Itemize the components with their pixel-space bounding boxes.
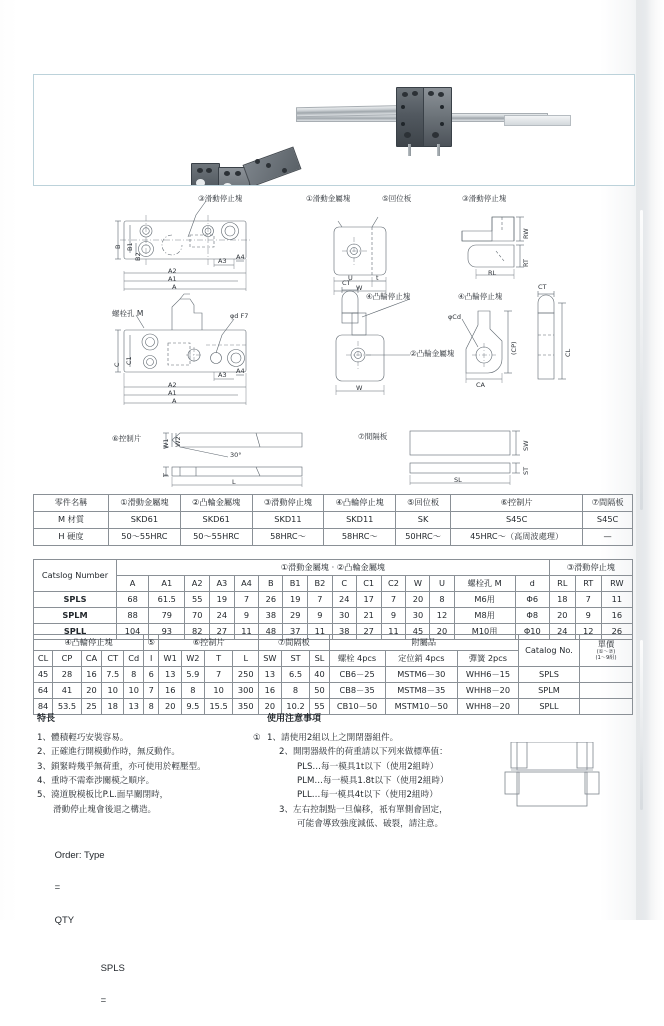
th-CA: CA bbox=[81, 651, 101, 667]
cell: 10 bbox=[204, 683, 233, 699]
row-label-material: M 材質 bbox=[34, 512, 109, 529]
cell: 50 bbox=[310, 683, 329, 699]
lbl-1-slide-metal: ①滑動金屬塊 bbox=[306, 194, 351, 203]
cautions-list bbox=[253, 732, 513, 831]
dim-angle-30: 30° bbox=[230, 451, 242, 459]
cell: 30 bbox=[406, 608, 430, 624]
row-name-splm: SPLM bbox=[34, 608, 117, 624]
cell-price bbox=[580, 699, 633, 715]
cell: 70 bbox=[185, 608, 210, 624]
cautions-section bbox=[253, 713, 513, 832]
cell: SKD11 bbox=[252, 512, 324, 529]
list-item: PLL…每一模具4t以下（使用2組時） bbox=[297, 790, 438, 801]
cell: 10 bbox=[124, 683, 144, 699]
cell: 12 bbox=[430, 608, 454, 624]
cell: WHH8－20 bbox=[457, 683, 518, 699]
cell: 18 bbox=[102, 699, 124, 715]
th-part-2: ②凸輪金屬塊 bbox=[180, 495, 252, 512]
cell: 58HRC～ bbox=[324, 529, 396, 546]
cell: 82 bbox=[185, 624, 210, 640]
th-part-3: ③滑動停止塊 bbox=[252, 495, 324, 512]
cell: CB8－35 bbox=[329, 683, 385, 699]
th-part-7: ⑦間隔板 bbox=[583, 495, 633, 512]
unit-price-label: 單價 bbox=[597, 639, 615, 649]
cell: 5.9 bbox=[182, 667, 205, 683]
table-row bbox=[34, 529, 633, 546]
table-group-header-row bbox=[34, 635, 633, 651]
cell: 12 bbox=[575, 624, 601, 640]
cell: WHH6－15 bbox=[457, 667, 518, 683]
th-CL: CL bbox=[34, 651, 53, 667]
cell: 50～55HRC bbox=[109, 529, 181, 546]
cell: 11 bbox=[234, 624, 259, 640]
cell: 8 bbox=[124, 667, 144, 683]
row-name-spll: SPLL bbox=[34, 624, 117, 640]
cell: 19 bbox=[283, 592, 308, 608]
cell: 13 bbox=[259, 667, 282, 683]
th-unit-price bbox=[580, 635, 633, 667]
material-hardness-table bbox=[33, 494, 633, 546]
th-group-control-plate: ⑥控制片 bbox=[159, 635, 259, 651]
lbl-3-slide-stop-left: ③滑動停止塊 bbox=[198, 194, 243, 203]
list-item: 4、重時不需牽涉關模之順序。 bbox=[37, 775, 155, 786]
th-Cd: Cd bbox=[124, 651, 144, 667]
cell: SK bbox=[396, 512, 451, 529]
dim-U: U bbox=[348, 274, 353, 282]
dim-B1: B1 bbox=[126, 242, 134, 251]
dim-RW: RW bbox=[522, 228, 530, 239]
dim-T: T bbox=[162, 473, 170, 477]
cell: 11 bbox=[381, 624, 406, 640]
accessory-table bbox=[33, 634, 633, 715]
th-A: A bbox=[117, 576, 149, 592]
table-header-row bbox=[34, 495, 633, 512]
th-group-5: ⑤ bbox=[144, 635, 159, 651]
list-item: 3、左右控制點一旦偏移，衹有單側會固定， bbox=[279, 804, 448, 815]
cell: 88 bbox=[117, 608, 149, 624]
th-RL: RL bbox=[549, 576, 575, 592]
cell: 20 bbox=[259, 699, 282, 715]
table-group-header-row bbox=[34, 560, 633, 576]
lbl-4-cam-stop-mid: ④凸輪停止塊 bbox=[366, 292, 411, 301]
cell: 19 bbox=[210, 592, 235, 608]
order-row-spls bbox=[44, 945, 125, 1026]
th-part-name: 零件名稱 bbox=[34, 495, 109, 512]
th-C2: C2 bbox=[381, 576, 406, 592]
order-qty-label: QTY bbox=[54, 914, 75, 926]
cell: Φ6 bbox=[515, 592, 549, 608]
order-type-label: Order: Type bbox=[54, 850, 105, 862]
cell: 68 bbox=[117, 592, 149, 608]
order-spls-eq: = bbox=[100, 995, 107, 1007]
cell-catalog: SPLL bbox=[519, 699, 580, 715]
dim-A2-bot: A2 bbox=[168, 381, 177, 389]
th-A4: A4 bbox=[234, 576, 259, 592]
th-SL: SL bbox=[310, 651, 329, 667]
th-W1: W1 bbox=[159, 651, 182, 667]
cell: 7 bbox=[308, 592, 333, 608]
cell: CB6－25 bbox=[329, 667, 385, 683]
dim-C1: C1 bbox=[125, 356, 133, 365]
cell: 15.5 bbox=[204, 699, 233, 715]
cell: MSTM10－50 bbox=[385, 699, 457, 715]
dim-RT: RT bbox=[522, 258, 530, 267]
list-item: 5、澆道脫模板比P.L.面早關閉時， bbox=[37, 790, 169, 801]
cell: 79 bbox=[149, 608, 185, 624]
dim-A-bot: A bbox=[172, 397, 177, 405]
cell: 25 bbox=[81, 699, 101, 715]
cell: 45 bbox=[34, 667, 53, 683]
cell: CB10－50 bbox=[329, 699, 385, 715]
dim-dCd: φCd bbox=[448, 313, 461, 321]
th-dowel-4pcs: 定位銷 4pcs bbox=[385, 651, 457, 667]
cell: 11 bbox=[601, 592, 632, 608]
list-item: PLM…每一模具1.8t以下（使用2組時） bbox=[297, 775, 449, 786]
cell: 104 bbox=[117, 624, 149, 640]
cell: MSTM8－35 bbox=[385, 683, 457, 699]
dim-W-center: W bbox=[356, 284, 363, 292]
cell: 6 bbox=[144, 667, 159, 683]
th-A1: A1 bbox=[149, 576, 185, 592]
cell: M6用 bbox=[454, 592, 515, 608]
cell: 21 bbox=[356, 608, 381, 624]
cell: 24 bbox=[549, 624, 575, 640]
unit-price-sub2: (1～9組) bbox=[595, 655, 617, 662]
th-B2: B2 bbox=[308, 576, 333, 592]
dim-B: B bbox=[114, 244, 122, 249]
th-L: L bbox=[233, 651, 259, 667]
cell: SKD11 bbox=[324, 512, 396, 529]
cell: 41 bbox=[53, 683, 82, 699]
cell: 8 bbox=[182, 683, 205, 699]
dim-ST: ST bbox=[522, 466, 530, 475]
row-label-hardness: H 硬度 bbox=[34, 529, 109, 546]
dim-A1-top: A1 bbox=[168, 275, 177, 283]
cell: SKD61 bbox=[180, 512, 252, 529]
cell: 9 bbox=[308, 608, 333, 624]
dim-A3-bot: A3 bbox=[218, 371, 227, 379]
cell: WHH8－20 bbox=[457, 699, 518, 715]
dim-W-cam: W bbox=[356, 384, 363, 392]
cell: S45C bbox=[451, 512, 583, 529]
th-C: C bbox=[332, 576, 356, 592]
lbl-bolt-hole-m: 螺栓孔 M bbox=[112, 309, 144, 318]
cell: 93 bbox=[149, 624, 185, 640]
th-CP: CP bbox=[53, 651, 82, 667]
list-item: 2、正確進行開模動作時，無反動作。 bbox=[37, 747, 180, 758]
cell: 9.5 bbox=[182, 699, 205, 715]
th-d: d bbox=[515, 576, 549, 592]
cell: 13 bbox=[124, 699, 144, 715]
unit-price-sub1: (①～⑦) bbox=[596, 649, 616, 656]
th-A2: A2 bbox=[185, 576, 210, 592]
cell: 37 bbox=[283, 624, 308, 640]
cell: 16 bbox=[259, 683, 282, 699]
cell: 50HRC～ bbox=[396, 529, 451, 546]
cell: 55 bbox=[185, 592, 210, 608]
cell: 24 bbox=[210, 608, 235, 624]
th-B1: B1 bbox=[283, 576, 308, 592]
engineering-drawings bbox=[110, 195, 610, 490]
th-catalog-number: Catslog Number bbox=[34, 560, 117, 592]
th-bolt-hole-m: 螺栓孔 M bbox=[454, 576, 515, 592]
dim-A-top: A bbox=[172, 283, 177, 291]
list-item: 1、體積輕巧安裝容易。 bbox=[37, 732, 129, 743]
cell: M8用 bbox=[454, 608, 515, 624]
dim-W1: W1 bbox=[162, 438, 170, 449]
dim-CP: (CP) bbox=[510, 341, 518, 355]
cell: 20 bbox=[549, 608, 575, 624]
cell: 9 bbox=[381, 608, 406, 624]
dim-SL: SL bbox=[454, 476, 462, 484]
cell: 64 bbox=[34, 683, 53, 699]
dim-d-f7: φd F7 bbox=[230, 312, 249, 320]
cell: 300 bbox=[233, 683, 259, 699]
table-row bbox=[34, 608, 633, 624]
list-item: 1、請使用2組以上之開閉器組件。 bbox=[267, 732, 399, 743]
th-T: T bbox=[204, 651, 233, 667]
cell: 13 bbox=[159, 667, 182, 683]
cell: 17 bbox=[356, 592, 381, 608]
lbl-5-return-plate: ⑤回位板 bbox=[382, 194, 412, 203]
cell: 26 bbox=[601, 624, 632, 640]
th-I: I bbox=[144, 651, 159, 667]
th-W: W bbox=[406, 576, 430, 592]
book-binding-edge bbox=[636, 0, 652, 920]
cell: 8 bbox=[430, 592, 454, 608]
cell: 84 bbox=[34, 699, 53, 715]
dim-SW: SW bbox=[522, 440, 530, 451]
th-part-1: ①滑動金屬塊 bbox=[109, 495, 181, 512]
cell: 8 bbox=[144, 699, 159, 715]
cell: 24 bbox=[332, 592, 356, 608]
dim-A3-top: A3 bbox=[218, 257, 227, 265]
cell: SKD61 bbox=[109, 512, 181, 529]
dim-W2: W2 bbox=[174, 436, 182, 447]
th-part-6: ⑥控制片 bbox=[451, 495, 583, 512]
cell: 9 bbox=[234, 608, 259, 624]
cell-catalog: SPLS bbox=[519, 667, 580, 683]
cell: 7 bbox=[381, 592, 406, 608]
cell: 16 bbox=[159, 683, 182, 699]
lbl-2-cam-metal: ②凸輪金屬塊 bbox=[410, 349, 455, 358]
cell: 7 bbox=[144, 683, 159, 699]
cell: 53.5 bbox=[53, 699, 82, 715]
cell-price bbox=[580, 667, 633, 683]
cell: 11 bbox=[308, 624, 333, 640]
cell: 40 bbox=[310, 667, 329, 683]
cell: Φ10 bbox=[515, 624, 549, 640]
lbl-3-slide-stop-right: ③滑動停止塊 bbox=[462, 194, 507, 203]
th-W2: W2 bbox=[182, 651, 205, 667]
dim-CA: CA bbox=[476, 381, 485, 389]
cell: 20 bbox=[430, 624, 454, 640]
cell: 10 bbox=[102, 683, 124, 699]
order-spls-label: SPLS bbox=[100, 963, 125, 975]
cell: 29 bbox=[283, 608, 308, 624]
cell: 250 bbox=[233, 667, 259, 683]
list-item: PLS…每一模具1t以下（使用2組時） bbox=[297, 761, 439, 772]
th-CT: CT bbox=[102, 651, 124, 667]
dim-A2-top: A2 bbox=[168, 267, 177, 275]
dim-A4-top: A4 bbox=[236, 253, 245, 261]
cell: 16 bbox=[601, 608, 632, 624]
th-group-cam-stop: ④凸輪停止塊 bbox=[34, 635, 144, 651]
cell: 27 bbox=[356, 624, 381, 640]
th-C1: C1 bbox=[356, 576, 381, 592]
th-bolt-4pcs: 螺栓 4pcs bbox=[329, 651, 385, 667]
caution-circle-marker: ① bbox=[253, 732, 261, 743]
product-photo bbox=[33, 74, 635, 186]
th-spring-2pcs: 彈簧 2pcs bbox=[457, 651, 518, 667]
cell: 30 bbox=[332, 608, 356, 624]
table-row bbox=[34, 667, 633, 683]
th-group-accessories: 附屬品 bbox=[329, 635, 518, 651]
order-type-eq: = bbox=[54, 882, 61, 894]
drawing-svg bbox=[110, 195, 610, 490]
cell: — bbox=[583, 529, 633, 546]
list-item: 3、鎖緊時幾乎無荷重，亦可使用於輕壓型。 bbox=[37, 761, 206, 772]
th-U: U bbox=[430, 576, 454, 592]
dim-t: t bbox=[376, 274, 379, 282]
cell: 55 bbox=[310, 699, 329, 715]
row-name-spls: SPLS bbox=[34, 592, 117, 608]
cell: 16 bbox=[81, 667, 101, 683]
mold-sketch bbox=[497, 742, 615, 820]
lbl-6-control-plate: ⑥控制片 bbox=[112, 434, 142, 443]
th-group-slide-cam-metal: ①滑動金屬塊 · ②凸輪金屬塊 bbox=[117, 560, 550, 576]
cell: 6.5 bbox=[281, 667, 310, 683]
cautions-title: 使用注意事項 bbox=[267, 714, 322, 724]
features-title: 特長 bbox=[37, 714, 56, 724]
cell: MSTM6－30 bbox=[385, 667, 457, 683]
dim-CL: CL bbox=[564, 348, 572, 357]
cell: S45C bbox=[583, 512, 633, 529]
order-row-type bbox=[44, 832, 125, 945]
cell: 38 bbox=[332, 624, 356, 640]
cell: 58HRC～ bbox=[252, 529, 324, 546]
cell: 9 bbox=[575, 608, 601, 624]
table-subheader-row bbox=[34, 576, 633, 592]
lbl-4-cam-stop-right: ④凸輪停止塊 bbox=[458, 292, 503, 301]
th-ST: ST bbox=[281, 651, 310, 667]
list-item: 可能會導致強度減低、破裂，請注意。 bbox=[297, 818, 444, 829]
cell: 50～55HRC bbox=[180, 529, 252, 546]
dimension-table bbox=[33, 559, 633, 640]
th-RW: RW bbox=[601, 576, 632, 592]
cell: 8 bbox=[281, 683, 310, 699]
cell-catalog: SPLM bbox=[519, 683, 580, 699]
table-row bbox=[34, 683, 633, 699]
dim-CT-right: CT bbox=[538, 283, 547, 291]
cell: 7 bbox=[575, 592, 601, 608]
th-RT: RT bbox=[575, 576, 601, 592]
dim-RL: RL bbox=[488, 269, 497, 277]
cell: 27 bbox=[210, 624, 235, 640]
cell: 18 bbox=[549, 592, 575, 608]
th-A3: A3 bbox=[210, 576, 235, 592]
order-block bbox=[44, 832, 125, 1026]
th-part-4: ④凸輪停止塊 bbox=[324, 495, 396, 512]
list-item: 2、開閉器級件的荷重請以下列來做標準值： bbox=[279, 747, 448, 758]
cell: 48 bbox=[259, 624, 283, 640]
cell: 7.5 bbox=[102, 667, 124, 683]
cell: 10.2 bbox=[281, 699, 310, 715]
dim-C: C bbox=[113, 362, 121, 367]
cell-price bbox=[580, 683, 633, 699]
th-SW: SW bbox=[259, 651, 282, 667]
dim-A1-bot: A1 bbox=[168, 389, 177, 397]
dim-A4-bot: A4 bbox=[236, 367, 245, 375]
cell: 61.5 bbox=[149, 592, 185, 608]
cell: 7 bbox=[204, 667, 233, 683]
th-catalog-no: Catalog No. bbox=[519, 635, 580, 667]
dim-CT-center: CT bbox=[342, 279, 351, 287]
table-row bbox=[34, 512, 633, 529]
cell: 45HRC～（高周波處理） bbox=[451, 529, 583, 546]
cell: 7 bbox=[234, 592, 259, 608]
list-item: 滑動停止塊會後退之構造。 bbox=[53, 804, 157, 815]
cell: 350 bbox=[233, 699, 259, 715]
cell: Φ8 bbox=[515, 608, 549, 624]
dim-B2: B2 bbox=[134, 252, 142, 261]
cell: 20 bbox=[406, 592, 430, 608]
cell: 45 bbox=[406, 624, 430, 640]
th-part-5: ⑤回位板 bbox=[396, 495, 451, 512]
th-group-spacer-plate: ⑦間隔板 bbox=[259, 635, 330, 651]
cell: 20 bbox=[81, 683, 101, 699]
table-row bbox=[34, 592, 633, 608]
cell: 26 bbox=[259, 592, 283, 608]
cell: 38 bbox=[259, 608, 283, 624]
th-group-slide-stop: ③滑動停止塊 bbox=[549, 560, 632, 576]
cell: M10用 bbox=[454, 624, 515, 640]
th-B: B bbox=[259, 576, 283, 592]
lbl-7-spacer-plate: ⑦間隔板 bbox=[358, 432, 388, 441]
dim-L: L bbox=[232, 478, 236, 486]
cell: 20 bbox=[159, 699, 182, 715]
cell: 28 bbox=[53, 667, 82, 683]
